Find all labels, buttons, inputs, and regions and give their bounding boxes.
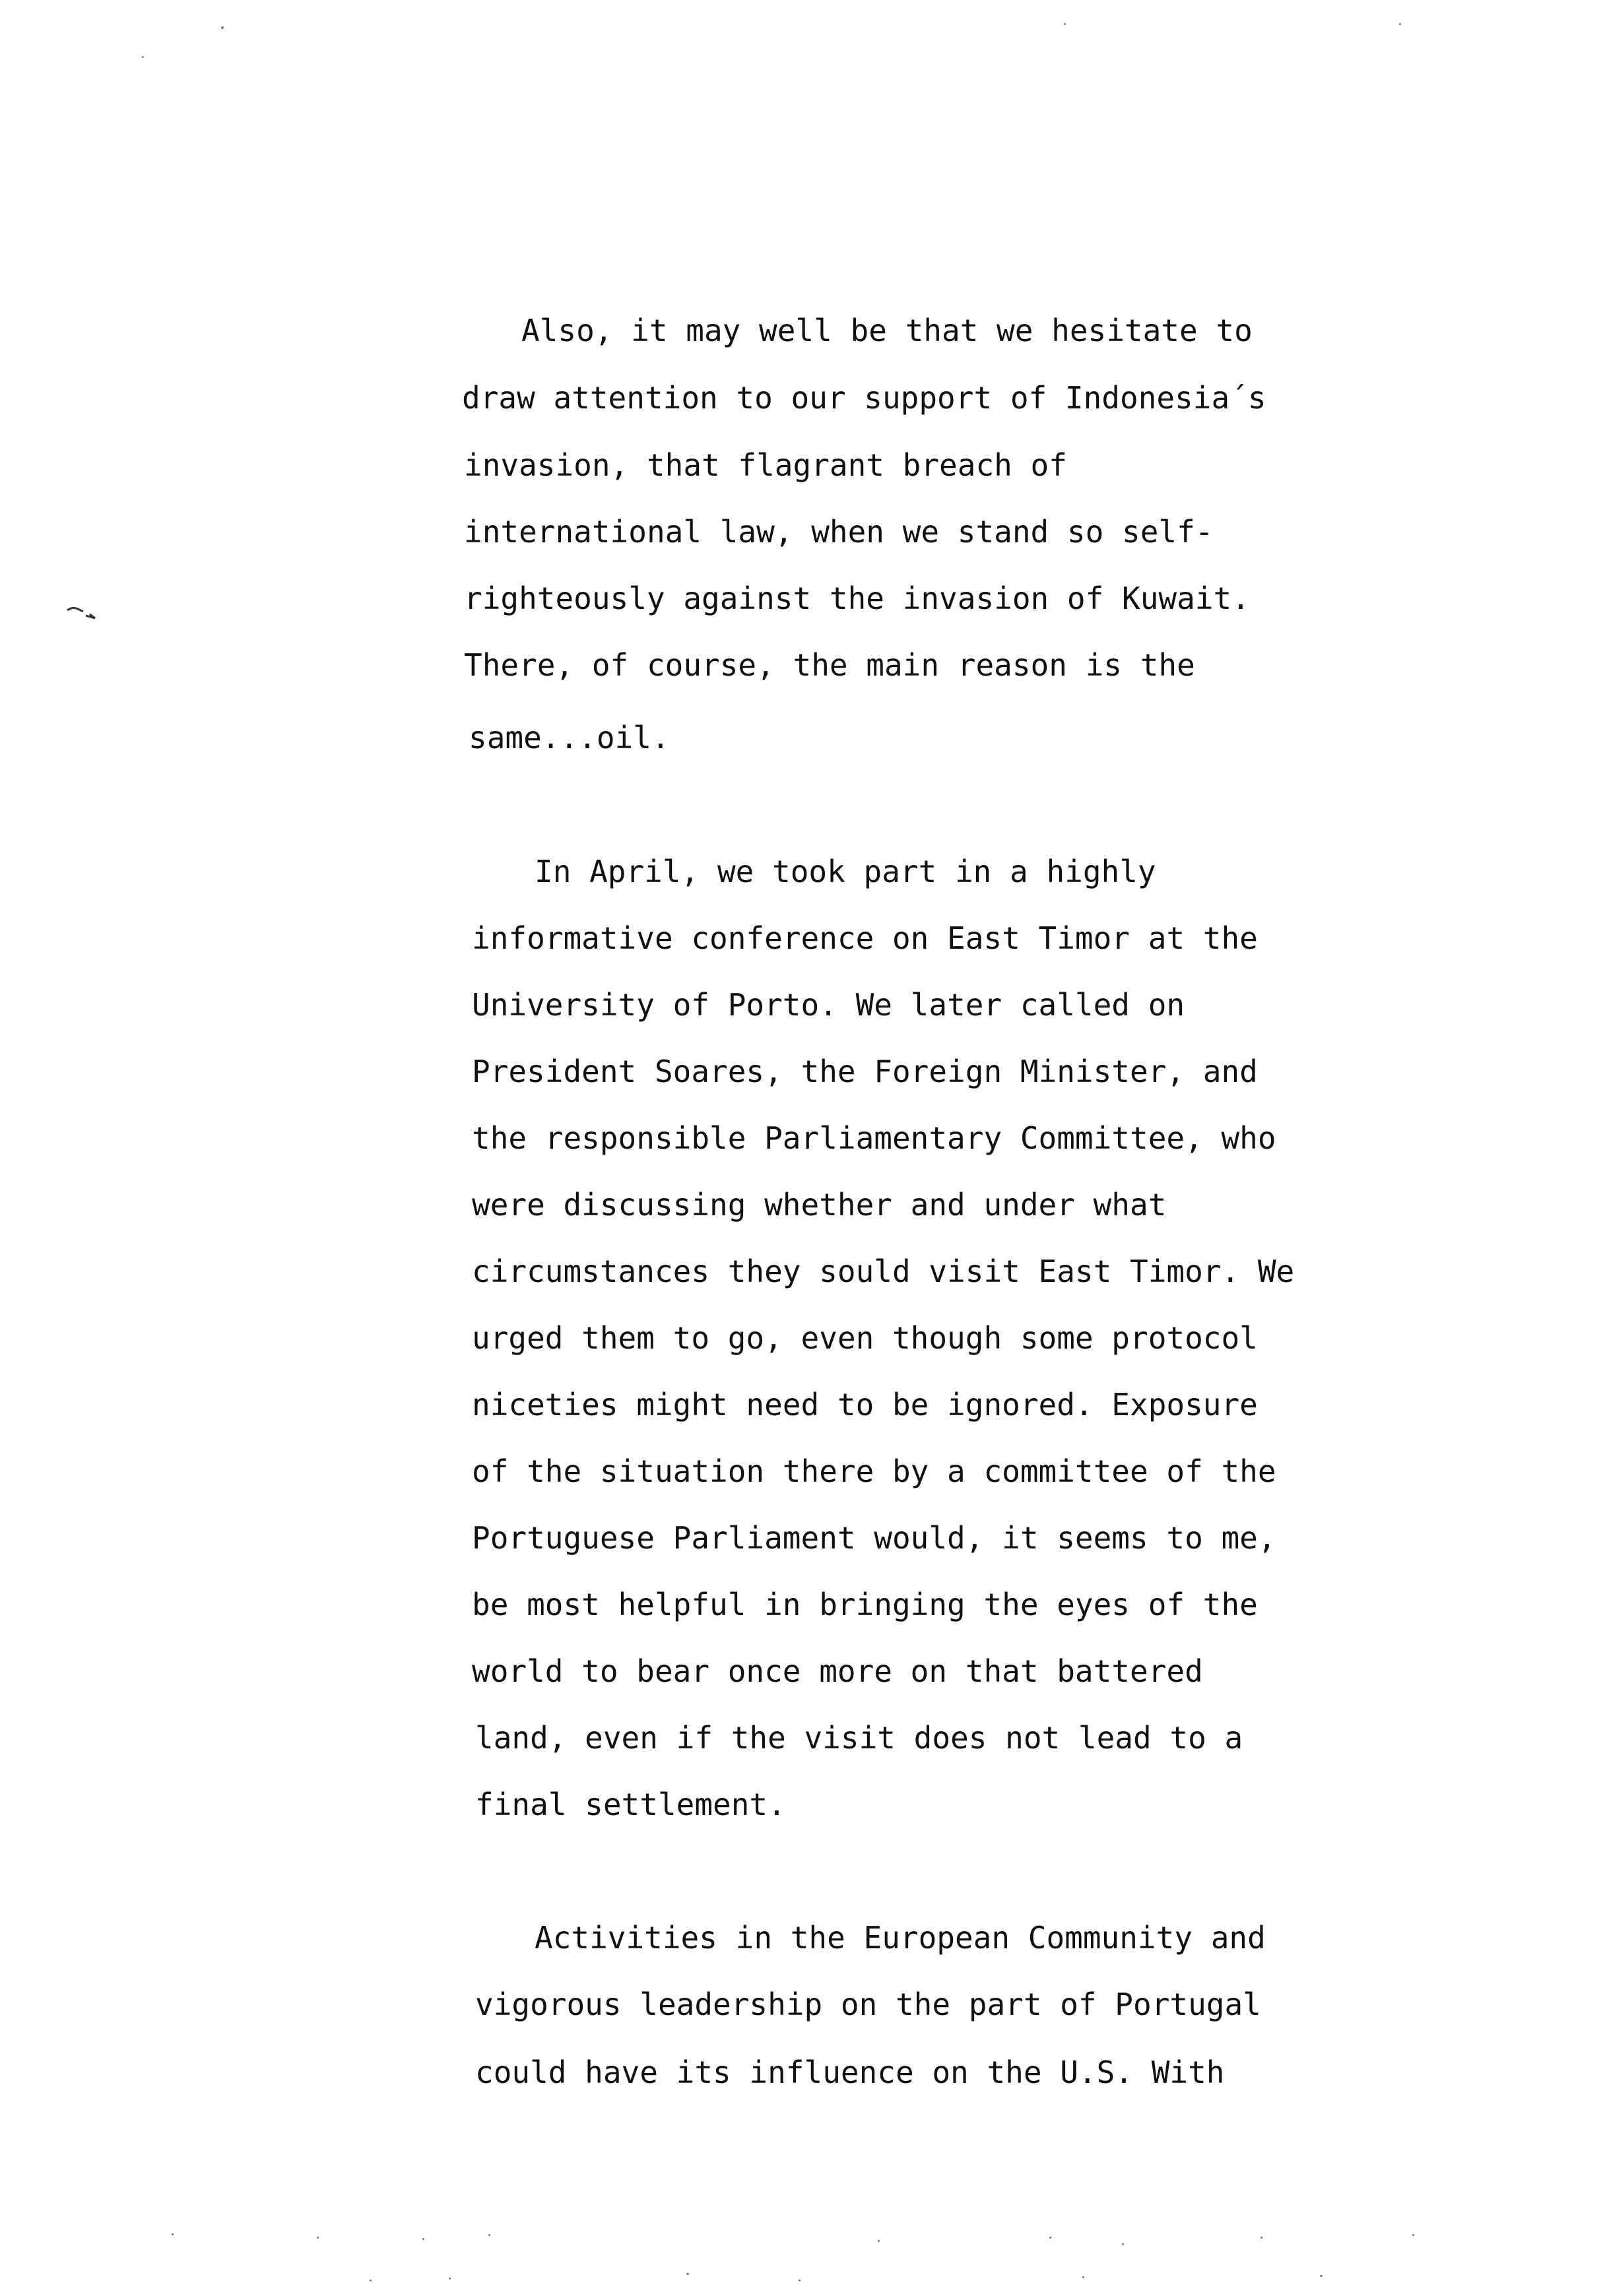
scan-speck [1064,23,1066,25]
scan-speck [1261,2237,1262,2239]
text-line: righteously against the invasion of Kuwait. [464,581,1250,616]
text-line: world to bear once more on that battered [472,1653,1203,1689]
text-line: could have its influence on the U.S. With [475,2055,1225,2090]
text-line: University of Porto. We later called on [472,987,1185,1023]
text-line: same...oil. [469,720,670,755]
scan-speck [142,56,144,58]
scan-speck [1049,2237,1051,2239]
text-line: final settlement. [475,1787,786,1822]
text-line: vigorous leadership on the part of Portugal [475,1987,1261,2022]
scan-speck [370,2280,372,2281]
scan-speck [878,2240,880,2242]
text-line: Activities in the European Community and [535,1920,1266,1956]
scan-speck [1320,2275,1323,2277]
text-line: draw attention to our support of Indonesia´s [462,380,1266,416]
scan-speck [172,2233,174,2235]
scan-speck [488,2234,490,2236]
scan-speck [686,2273,689,2275]
text-line: informative conference on East Timor at the [472,920,1258,956]
text-line: international law, when we stand so self- [464,514,1214,550]
scan-speck [221,26,224,29]
text-line: President Soares, the Foreign Minister, and [472,1054,1258,1089]
text-line: There, of course, the main reason is the [464,647,1195,683]
text-line: the responsible Parliamentary Committee, who [472,1120,1276,1156]
text-line: circumstances they sould visit East Timor. We [472,1254,1295,1289]
scan-speck [422,2238,424,2240]
scan-speck [1412,2234,1414,2236]
margin-mark [66,604,112,623]
text-line: be most helpful in bringing the eyes of the [472,1587,1258,1622]
text-line: urged them to go, even though some protocol [472,1320,1258,1356]
text-line: land, even if the visit does not lead to a [475,1720,1243,1756]
text-line: were discussing whether and under what [472,1187,1167,1223]
scan-speck [1082,2276,1084,2278]
scan-speck [799,2280,801,2281]
scan-speck [449,2278,451,2280]
text-line: invasion, that flagrant breach of [464,447,1067,483]
text-line: Portuguese Parliament would, it seems to me, [472,1520,1276,1556]
scan-speck [1399,23,1401,25]
scan-speck [317,2237,319,2239]
text-line: Also, it may well be that we hesitate to [521,313,1253,348]
text-line: of the situation there by a committee of the [472,1453,1276,1489]
scan-speck [1122,2243,1124,2245]
text-line: niceties might need to be ignored. Exposure [472,1387,1258,1422]
text-line: In April, we took part in a highly [535,854,1156,889]
